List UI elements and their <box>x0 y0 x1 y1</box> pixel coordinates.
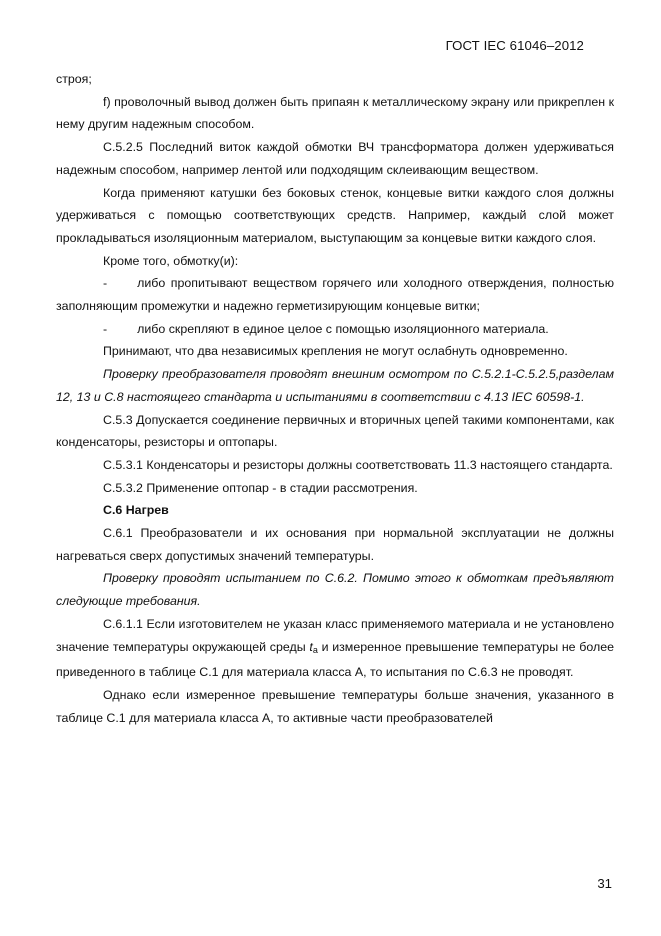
section-heading: С.6 Нагрев <box>103 503 169 518</box>
paragraph <box>56 613 614 684</box>
paragraph-check: Проверку преобразователя проводят внешним осмотром по С.5.2.1-С.5.2.5,разделам 12, 13 и С.8 настоящего стандарта и испытаниями в соответствии с 4.13 IEC 60598-1. <box>56 367 614 404</box>
variable: t <box>309 639 313 654</box>
variable-subscript: a <box>312 644 318 655</box>
text-run: и измеренное превышение температуры не более приведенного в таблице С.1 для материала класса А, то испытания по С.6.3 не проводят. <box>56 639 615 680</box>
list-item <box>56 318 614 341</box>
paragraph: С.5.3 Допускается соединение первичных и вторичных цепей такими компонентами, как конденсаторы, резисторы и оптопары. <box>56 412 614 450</box>
paragraph: С.5.2.5 Последний виток каждой обмотки ВЧ трансформатора должен удерживаться надежным способом, например лентой или подходящим склеивающим веществом. <box>56 140 614 177</box>
paragraph: Однако если измеренное превышение температуры больше значения, указанного в таблице С.1 для материала класса А, то активные части преобразователей <box>56 687 614 725</box>
paragraph: Когда применяют катушки без боковых стенок, концевые витки каждого слоя должны удерживаться с помощью соответствующих средств. Например, каждый слой может прокладываться изоляционным материалом, выступающим за концевые витки каждого слоя. <box>56 185 614 245</box>
list-dash: - <box>103 276 108 291</box>
list-item-text: либо пропитывают веществом горячего или холодного отверждения, полностью заполняющим промежутки и надежно герметизирующим концевые витки; <box>56 276 614 314</box>
paragraph: строя; <box>56 72 92 86</box>
paragraph: Кроме того, обмотку(и): <box>103 253 239 268</box>
page-body <box>56 68 614 729</box>
page-number: 31 <box>597 876 612 891</box>
paragraph: Принимают, что два независимых крепления не могут ослабнуть одновременно. <box>103 344 568 359</box>
list-item-text: либо скрепляют в единое целое с помощью изоляционного материала. <box>137 321 549 336</box>
paragraph: С.5.3.1 Конденсаторы и резисторы должны соответствовать 11.3 настоящего стандарта. <box>103 457 613 472</box>
paragraph: f) проволочный вывод должен быть припаян к металлическому экрану или прикреплен к нему другим надежным способом. <box>56 94 614 132</box>
list-dash: - <box>103 321 108 336</box>
document-header: ГОСТ IEC 61046–2012 <box>445 38 584 53</box>
paragraph: С.6.1 Преобразователи и их основания при нормальной эксплуатации не должны нагреваться сверх допустимых значений температуры. <box>56 526 614 563</box>
list-item <box>56 272 614 317</box>
paragraph: С.5.3.2 Применение оптопар - в стадии рассмотрения. <box>103 480 418 495</box>
text-run: С.6.1.1 Если изготовителем не указан класс применяемого материала и не установлено значение температуры окружающей среды <box>56 616 614 654</box>
paragraph-check: Проверку проводят испытанием по С.6.2. Помимо этого к обмоткам предъявляют следующие требования. <box>56 571 614 609</box>
